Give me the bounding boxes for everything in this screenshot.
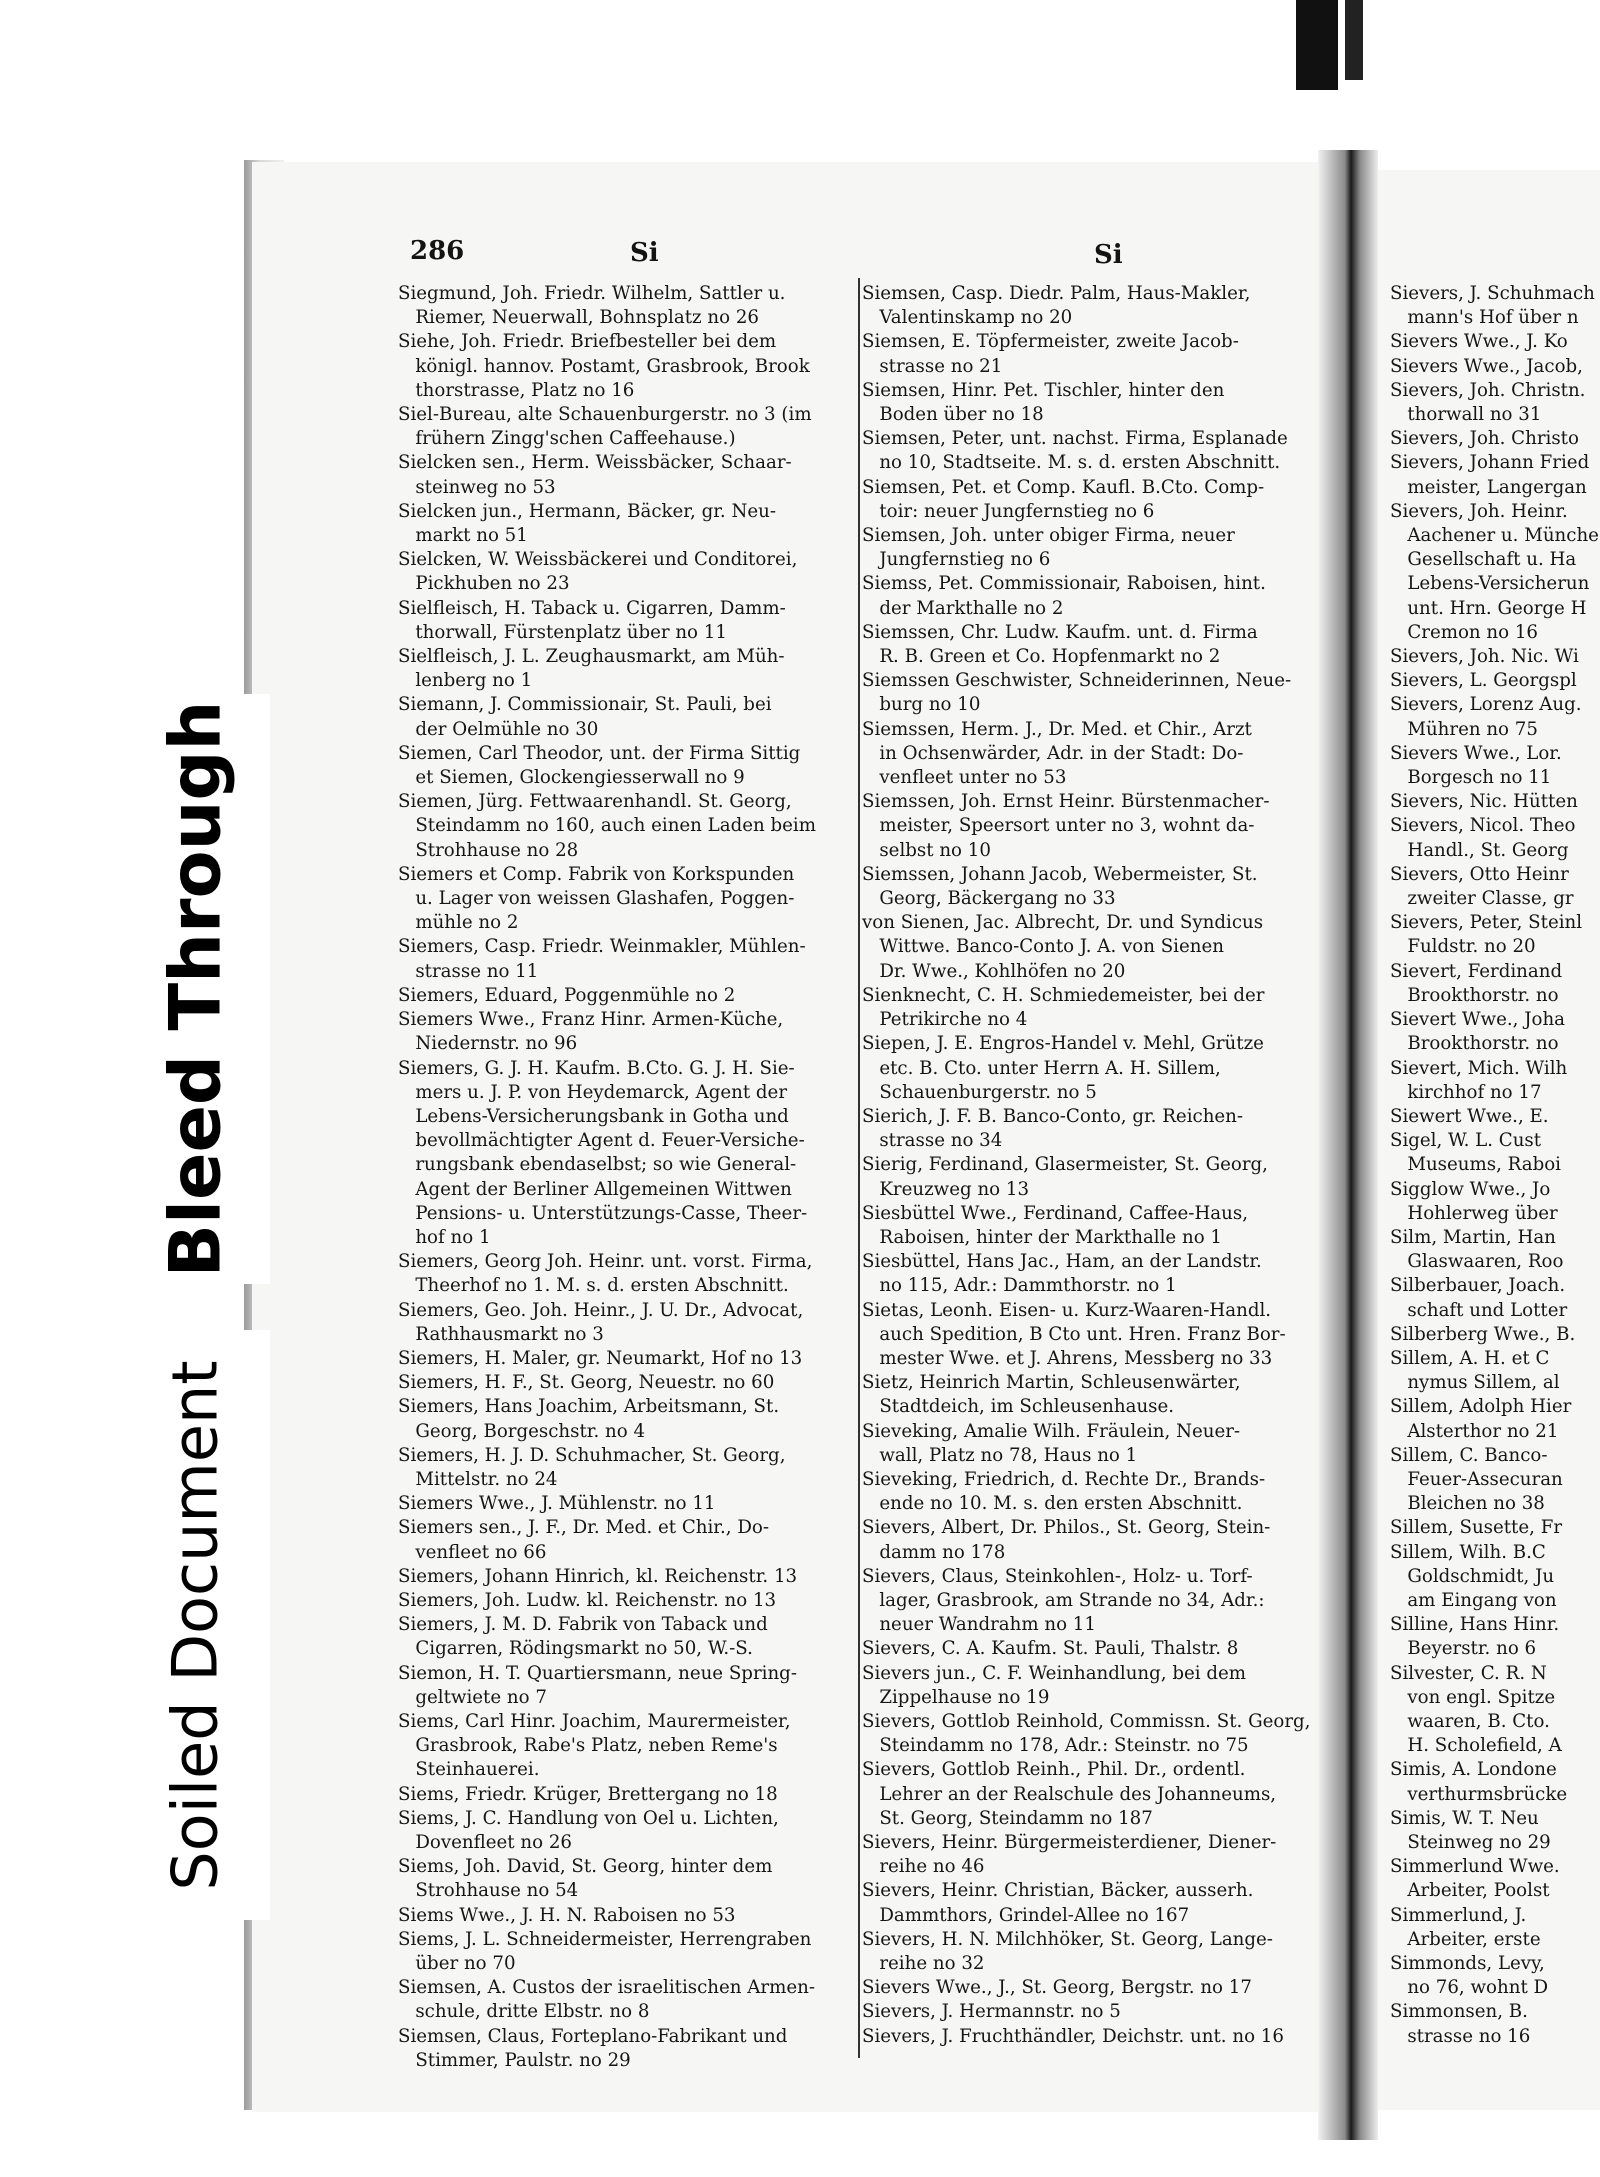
- directory-line: strasse no 11: [398, 960, 539, 982]
- directory-line: Sievers, Otto Heinr: [1390, 863, 1569, 885]
- directory-line: Siemsen, Peter, unt. nachst. Firma, Esplanade: [862, 428, 1288, 450]
- directory-line: Gesellschaft u. Ha: [1390, 549, 1577, 571]
- directory-line: Siemssen, Chr. Ludw. Kaufm. unt. d. Firma: [862, 621, 1258, 643]
- directory-line: u. Lager von weissen Glashafen, Poggen-: [398, 888, 795, 910]
- directory-line: Borgesch no 11: [1390, 767, 1552, 789]
- directory-line: Siemssen, Joh. Ernst Heinr. Bürstenmacher-: [862, 791, 1270, 813]
- directory-line: Sielfleisch, H. Taback u. Cigarren, Damm-: [398, 597, 786, 619]
- directory-line: Dr. Wwe., Kohlhöfen no 20: [862, 960, 1126, 982]
- directory-line: Raboisen, hinter der Markthalle no 1: [862, 1226, 1222, 1248]
- directory-line: von Sienen, Jac. Albrecht, Dr. und Syndicus: [862, 912, 1264, 934]
- directory-line: Siemers, Eduard, Poggenmühle no 2: [398, 984, 736, 1006]
- directory-line: Valentinskamp no 20: [862, 307, 1073, 329]
- directory-line: unt. Hrn. George H: [1390, 597, 1587, 619]
- directory-line: Cigarren, Rödingsmarkt no 50, W.-S.: [398, 1638, 753, 1660]
- directory-line: et Siemen, Glockengiesserwall no 9: [398, 767, 745, 789]
- directory-line: Sievers, Joh. Christn.: [1390, 379, 1586, 401]
- directory-line: Siemers Wwe., J. Mühlenstr. no 11: [398, 1493, 716, 1515]
- directory-line: Sievers Wwe., J. Ko: [1390, 331, 1568, 353]
- directory-line: Riemer, Neuerwall, Bohnsplatz no 26: [398, 307, 759, 329]
- directory-line: Siemssen Geschwister, Schneiderinnen, Neue-: [862, 670, 1292, 692]
- directory-line: frühern Zingg'schen Caffeehause.): [398, 428, 736, 450]
- directory-line: Silberbauer, Joach.: [1390, 1275, 1566, 1297]
- directory-line: Sierich, J. F. B. Banco-Conto, gr. Reichen-: [862, 1105, 1244, 1127]
- directory-line: Sielcken jun., Hermann, Bäcker, gr. Neu-: [398, 500, 777, 522]
- directory-line: Siemers, H. J. D. Schuhmacher, St. Georg,: [398, 1444, 786, 1466]
- directory-line: Steinweg no 29: [1390, 1832, 1551, 1853]
- label-bleed-through-text: Bleed Through: [154, 700, 236, 1278]
- directory-line: meister, Speersort unter no 3, wohnt da-: [862, 815, 1255, 837]
- directory-line: Boden über no 18: [862, 404, 1044, 426]
- directory-line: Mittelstr. no 24: [398, 1468, 558, 1490]
- directory-line: Sievers, Heinr. Bürgermeisterdiener, Diener-: [862, 1832, 1277, 1853]
- directory-line: reihe no 46: [862, 1856, 985, 1878]
- directory-line: Simis, A. Londone: [1390, 1759, 1557, 1781]
- directory-line: Sievers, C. A. Kaufm. St. Pauli, Thalstr. 8: [862, 1638, 1239, 1660]
- directory-line: Handl., St. Georg: [1390, 839, 1569, 861]
- directory-line: Sievers jun., C. F. Weinhandlung, bei dem: [862, 1662, 1246, 1684]
- dark-edge: [1296, 0, 1338, 90]
- directory-line: Sielfleisch, J. L. Zeughausmarkt, am Müh-: [398, 646, 785, 668]
- directory-line: Sierig, Ferdinand, Glasermeister, St. Georg,: [862, 1154, 1268, 1176]
- directory-line: Steinhauerei.: [398, 1759, 540, 1781]
- directory-line: Silm, Martin, Han: [1390, 1226, 1556, 1248]
- directory-line: Siemers, Casp. Friedr. Weinmakler, Mühlen-: [398, 936, 806, 958]
- directory-line: Siepen, J. E. Engros-Handel v. Mehl, Grütze: [862, 1033, 1264, 1055]
- directory-line: schule, dritte Elbstr. no 8: [398, 2001, 650, 2023]
- directory-line: Agent der Berliner Allgemeinen Wittwen: [398, 1178, 792, 1200]
- directory-line: selbst no 10: [862, 839, 991, 861]
- directory-line: Sievers, Joh. Heinr.: [1390, 500, 1568, 522]
- directory-line: Feuer-Assecuran: [1390, 1468, 1563, 1490]
- directory-line: Beyerstr. no 6: [1390, 1638, 1537, 1660]
- directory-line: Sievers, Gottlob Reinh., Phil. Dr., ordentl.: [862, 1759, 1246, 1781]
- directory-line: Siems, J. C. Handlung von Oel u. Lichten,: [398, 1807, 779, 1829]
- directory-line: Sievers Wwe., Jacob,: [1390, 355, 1583, 377]
- directory-line: Siemers, H. F., St. Georg, Neuestr. no 60: [398, 1372, 775, 1394]
- directory-line: strasse no 34: [862, 1130, 1003, 1152]
- directory-line: Sievers, H. N. Milchhöker, St. Georg, Lange-: [862, 1928, 1273, 1950]
- directory-line: Silline, Hans Hinr.: [1390, 1614, 1560, 1636]
- directory-line: Theerhof no 1. M. s. d. ersten Abschnitt.: [398, 1275, 789, 1297]
- directory-line: Siemers Wwe., Franz Hinr. Armen-Küche,: [398, 1009, 784, 1031]
- directory-line: Schauenburgerstr. no 5: [862, 1081, 1097, 1103]
- directory-line: Sievert, Ferdinand: [1390, 960, 1563, 982]
- directory-line: strasse no 21: [862, 355, 1003, 377]
- header-right: Si: [1094, 240, 1123, 270]
- directory-line: Strohhause no 28: [398, 839, 579, 861]
- directory-line: mann's Hof über n: [1390, 307, 1579, 329]
- directory-line: Siemers, G. J. H. Kaufm. B.Cto. G. J. H. Sie-: [398, 1057, 795, 1079]
- directory-line: Siemss, Pet. Commissionair, Raboisen, hint.: [862, 573, 1266, 595]
- directory-line: strasse no 16: [1390, 2025, 1531, 2047]
- directory-line: Bleichen no 38: [1390, 1493, 1545, 1515]
- directory-line: verthurmsbrücke: [1390, 1783, 1568, 1805]
- directory-line: Sievers Wwe., Lor.: [1390, 742, 1562, 764]
- directory-line: Arbeiter, erste: [1390, 1928, 1541, 1950]
- directory-line: Georg, Borgeschstr. no 4: [398, 1420, 646, 1442]
- directory-line: steinweg no 53: [398, 476, 556, 498]
- directory-line: Sillem, Wilh. B.C: [1390, 1541, 1546, 1563]
- directory-line: der Oelmühle no 30: [398, 718, 599, 740]
- directory-line: Lebens-Versicherungsbank in Gotha und: [398, 1105, 789, 1127]
- directory-line: Mühren no 75: [1390, 718, 1538, 740]
- directory-line: Sievers, L. Georgspl: [1390, 670, 1577, 692]
- directory-line: Siesbüttel Wwe., Ferdinand, Caffee-Haus,: [862, 1202, 1248, 1224]
- directory-line: reihe no 32: [862, 1953, 985, 1975]
- directory-line: Sillem, C. Banco-: [1390, 1444, 1548, 1466]
- directory-line: Sievers, Joh. Nic. Wi: [1390, 646, 1579, 668]
- directory-line: Siemon, H. T. Quartiersmann, neue Spring-: [398, 1662, 797, 1684]
- directory-line: Siemsen, Joh. unter obiger Firma, neuer: [862, 525, 1235, 547]
- directory-line: Arbeiter, Poolst: [1390, 1880, 1550, 1902]
- directory-line: Sienknecht, C. H. Schmiedemeister, bei der: [862, 984, 1265, 1006]
- directory-line: R. B. Green et Co. Hopfenmarkt no 2: [862, 646, 1221, 668]
- directory-line: meister, Langergan: [1390, 476, 1587, 498]
- directory-line: Simmonds, Levy,: [1390, 1953, 1545, 1975]
- page-number: 286: [410, 236, 465, 266]
- directory-line: Brookthorstr. no: [1390, 1033, 1559, 1055]
- directory-line: Sillem, Adolph Hier: [1390, 1396, 1572, 1418]
- directory-line: St. Georg, Steindamm no 187: [862, 1807, 1153, 1829]
- directory-line: Sievers, J. Schuhmach: [1390, 283, 1595, 304]
- directory-line: Steindamm no 160, auch einen Laden beim: [398, 815, 816, 837]
- directory-line: hof no 1: [398, 1226, 491, 1248]
- directory-line: in Ochsenwärder, Adr. in der Stadt: Do-: [862, 742, 1244, 764]
- directory-line: Siehe, Joh. Friedr. Briefbesteller bei dem: [398, 331, 777, 353]
- directory-line: Siegmund, Joh. Friedr. Wilhelm, Sattler u.: [398, 283, 786, 304]
- directory-line: Steindamm no 178, Adr.: Steinstr. no 75: [862, 1735, 1249, 1757]
- directory-line: Simis, W. T. Neu: [1390, 1807, 1539, 1829]
- directory-line: Sievers, Nic. Hütten: [1390, 791, 1578, 813]
- directory-line: Siemers, H. Maler, gr. Neumarkt, Hof no 13: [398, 1347, 803, 1369]
- column-middle: [862, 282, 1330, 2049]
- directory-line: der Markthalle no 2: [862, 597, 1064, 619]
- directory-line: schaft und Lotter: [1390, 1299, 1568, 1321]
- directory-line: Siems, Joh. David, St. Georg, hinter dem: [398, 1856, 773, 1878]
- directory-line: Wittwe. Banco-Conto J. A. von Sienen: [862, 936, 1224, 958]
- directory-line: wall, Platz no 78, Haus no 1: [862, 1444, 1138, 1466]
- directory-line: Brookthorstr. no: [1390, 984, 1559, 1006]
- directory-line: Sievers, Nicol. Theo: [1390, 815, 1576, 837]
- dark-edge-secondary: [1345, 0, 1363, 80]
- directory-line: bevollmächtigter Agent d. Feuer-Versiche-: [398, 1130, 805, 1152]
- directory-line: Sievers, Gottlob Reinhold, Commissn. St. Georg,: [862, 1710, 1311, 1732]
- label-soiled-document: [120, 1330, 270, 1920]
- directory-line: Pickhuben no 23: [398, 573, 570, 595]
- directory-line: Siemsen, E. Töpfermeister, zweite Jacob-: [862, 331, 1239, 353]
- directory-line: thorstrasse, Platz no 16: [398, 379, 635, 401]
- directory-line: Sillem, Susette, Fr: [1390, 1517, 1563, 1539]
- directory-line: Siemsen, Claus, Forteplano-Fabrikant und: [398, 2025, 788, 2047]
- directory-line: über no 70: [398, 1953, 516, 1975]
- directory-line: Siemers, Geo. Joh. Heinr., J. U. Dr., Advocat,: [398, 1299, 804, 1321]
- directory-line: Rathhausmarkt no 3: [398, 1323, 604, 1345]
- directory-line: Petrikirche no 4: [862, 1009, 1028, 1031]
- directory-line: no 115, Adr.: Dammthorstr. no 1: [862, 1275, 1177, 1297]
- directory-line: Sillem, A. H. et C: [1390, 1347, 1550, 1369]
- directory-line: am Eingang von: [1390, 1589, 1557, 1611]
- directory-line: Sievers, J. Fruchthändler, Deichstr. unt. no 16: [862, 2025, 1284, 2047]
- directory-line: Siemers, Joh. Ludw. kl. Reichenstr. no 13: [398, 1589, 777, 1611]
- directory-line: Siemers et Comp. Fabrik von Korkspunden: [398, 863, 795, 885]
- directory-line: Sievers, Joh. Christo: [1390, 428, 1579, 450]
- directory-line: Glaswaaren, Roo: [1390, 1251, 1564, 1273]
- directory-line: Dovenfleet no 26: [398, 1832, 572, 1853]
- directory-line: Siemsen, A. Custos der israelitischen Armen-: [398, 1977, 815, 1999]
- label-bleed-through: [120, 694, 270, 1284]
- directory-line: Sievers, Claus, Steinkohlen-, Holz- u. Torf-: [862, 1565, 1253, 1587]
- directory-line: Kreuzweg no 13: [862, 1178, 1030, 1200]
- directory-line: Siems, J. L. Schneidermeister, Herrengraben: [398, 1928, 812, 1950]
- directory-line: thorwall no 31: [1390, 404, 1542, 426]
- directory-line: Dammthors, Grindel-Allee no 167: [862, 1904, 1190, 1926]
- directory-line: Sievert Wwe., Joha: [1390, 1009, 1566, 1031]
- directory-line: Lebens-Versicherun: [1390, 573, 1590, 595]
- directory-line: venfleet no 66: [398, 1541, 547, 1563]
- directory-line: Sigglow Wwe., Jo: [1390, 1178, 1551, 1200]
- directory-line: lenberg no 1: [398, 670, 533, 692]
- directory-line: Siemen, Jürg. Fettwaarenhandl. St. Georg,: [398, 791, 792, 813]
- directory-line: Siemers, Hans Joachim, Arbeitsmann, St.: [398, 1396, 780, 1418]
- directory-line: Sievers, Heinr. Christian, Bäcker, ausserh.: [862, 1880, 1254, 1902]
- directory-line: Siems, Carl Hinr. Joachim, Maurermeister,: [398, 1710, 791, 1732]
- directory-line: Sievers Wwe., J., St. Georg, Bergstr. no 17: [862, 1977, 1252, 1999]
- directory-line: Siel-Bureau, alte Schauenburgerstr. no 3 (im: [398, 404, 812, 426]
- header-left: Si: [630, 238, 659, 268]
- directory-line: Niedernstr. no 96: [398, 1033, 578, 1055]
- directory-line: Sievert, Mich. Wilh: [1390, 1057, 1568, 1079]
- directory-line: Siemsen, Pet. et Comp. Kaufl. B.Cto. Comp-: [862, 476, 1265, 498]
- directory-line: mester Wwe. et J. Ahrens, Messberg no 33: [862, 1347, 1273, 1369]
- directory-line: Sievers, J. Hermannstr. no 5: [862, 2001, 1121, 2023]
- directory-line: lager, Grasbrook, am Strande no 34, Adr.:: [862, 1589, 1265, 1611]
- directory-line: ende no 10. M. s. den ersten Abschnitt.: [862, 1493, 1243, 1515]
- directory-line: Siemers, J. M. D. Fabrik von Taback und: [398, 1614, 768, 1636]
- directory-line: Simmonsen, B.: [1390, 2001, 1528, 2023]
- directory-line: Georg, Bäckergang no 33: [862, 888, 1116, 910]
- directory-line: toir: neuer Jungfernstieg no 6: [862, 500, 1155, 522]
- directory-line: Siems, Friedr. Krüger, Brettergang no 18: [398, 1783, 778, 1805]
- directory-line: Strohhause no 54: [398, 1880, 579, 1902]
- directory-line: Simmerlund, J.: [1390, 1904, 1527, 1926]
- directory-line: Sievers, Johann Fried: [1390, 452, 1590, 474]
- directory-line: Museums, Raboi: [1390, 1154, 1561, 1176]
- directory-line: no 10, Stadtseite. M. s. d. ersten Abschnitt.: [862, 452, 1281, 474]
- directory-line: Sieveking, Amalie Wilh. Fräulein, Neuer-: [862, 1420, 1241, 1442]
- directory-line: mers u. J. P. von Heydemarck, Agent der: [398, 1081, 788, 1103]
- directory-line: H. Scholefield, A: [1390, 1735, 1562, 1757]
- directory-line: Silberberg Wwe., B.: [1390, 1323, 1576, 1345]
- directory-line: Grasbrook, Rabe's Platz, neben Reme's: [398, 1735, 778, 1757]
- directory-line: Silvester, C. R. N: [1390, 1662, 1547, 1684]
- column-right: [1390, 282, 1600, 2049]
- directory-line: Siemers, Georg Joh. Heinr. unt. vorst. Firma,: [398, 1251, 813, 1273]
- directory-line: Siems Wwe., J. H. N. Raboisen no 53: [398, 1904, 736, 1926]
- directory-line: venfleet unter no 53: [862, 767, 1067, 789]
- directory-line: Siewert Wwe., E.: [1390, 1105, 1549, 1127]
- directory-line: zweiter Classe, gr: [1390, 888, 1574, 910]
- directory-line: königl. hannov. Postamt, Grasbrook, Brook: [398, 355, 810, 377]
- directory-line: damm no 178: [862, 1541, 1006, 1563]
- directory-line: Sievers, Peter, Steinl: [1390, 912, 1583, 934]
- directory-line: geltwiete no 7: [398, 1686, 547, 1708]
- directory-line: Lehrer an der Realschule des Johanneums,: [862, 1783, 1277, 1805]
- directory-line: Siemssen, Herm. J., Dr. Med. et Chir., Arzt: [862, 718, 1252, 740]
- directory-line: Stadtdeich, im Schleusenhause.: [862, 1396, 1175, 1418]
- directory-line: no 76, wohnt D: [1390, 1977, 1549, 1999]
- directory-line: Siemsen, Hinr. Pet. Tischler, hinter den: [862, 379, 1225, 401]
- directory-line: Siemssen, Johann Jacob, Webermeister, St.: [862, 863, 1258, 885]
- directory-line: auch Spedition, B Cto unt. Hren. Franz Bor-: [862, 1323, 1286, 1345]
- directory-line: Goldschmidt, Ju: [1390, 1565, 1555, 1587]
- directory-line: Sietz, Heinrich Martin, Schleusenwärter,: [862, 1372, 1241, 1394]
- directory-line: rungsbank ebendaselbst; so wie General-: [398, 1154, 797, 1176]
- directory-line: Simmerlund Wwe.: [1390, 1856, 1560, 1878]
- directory-line: Cremon no 16: [1390, 621, 1538, 643]
- directory-line: Sielcken sen., Herm. Weissbäcker, Schaar-: [398, 452, 792, 474]
- directory-line: Siesbüttel, Hans Jac., Ham, an der Landstr.: [862, 1251, 1262, 1273]
- directory-line: Fuldstr. no 20: [1390, 936, 1536, 958]
- column-left: [398, 282, 860, 2073]
- directory-line: Alsterthor no 21: [1390, 1420, 1559, 1442]
- directory-line: Siemers sen., J. F., Dr. Med. et Chir., Do-: [398, 1517, 770, 1539]
- directory-line: Sietas, Leonh. Eisen- u. Kurz-Waaren-Handl.: [862, 1299, 1272, 1321]
- directory-line: Siemann, J. Commissionair, St. Pauli, bei: [398, 694, 772, 716]
- directory-line: Hohlerweg über: [1390, 1202, 1558, 1224]
- directory-line: Pensions- u. Unterstützungs-Casse, Theer-: [398, 1202, 808, 1224]
- directory-line: Zippelhause no 19: [862, 1686, 1050, 1708]
- directory-line: neuer Wandrahm no 11: [862, 1614, 1096, 1636]
- directory-line: kirchhof no 17: [1390, 1081, 1542, 1103]
- directory-line: burg no 10: [862, 694, 981, 716]
- directory-line: waaren, B. Cto.: [1390, 1710, 1550, 1732]
- directory-line: Aachener u. Münche: [1390, 525, 1599, 547]
- label-soiled-document-text: Soiled Document: [158, 1359, 232, 1891]
- directory-line: Sievers, Albert, Dr. Philos., St. Georg, Stein-: [862, 1517, 1271, 1539]
- directory-line: thorwall, Fürstenplatz über no 11: [398, 621, 727, 643]
- directory-line: Stimmer, Paulstr. no 29: [398, 2049, 631, 2071]
- directory-line: nymus Sillem, al: [1390, 1372, 1560, 1394]
- directory-line: Sievers, Lorenz Aug.: [1390, 694, 1582, 716]
- directory-line: Jungfernstieg no 6: [862, 549, 1051, 571]
- directory-line: Sielcken, W. Weissbäckerei und Conditorei,: [398, 549, 798, 571]
- directory-line: mühle no 2: [398, 912, 519, 934]
- directory-line: Sieveking, Friedrich, d. Rechte Dr., Brands-: [862, 1468, 1266, 1490]
- directory-line: Sigel, W. L. Cust: [1390, 1130, 1542, 1152]
- directory-line: Siemen, Carl Theodor, unt. der Firma Sittig: [398, 742, 801, 764]
- directory-line: von engl. Spitze: [1390, 1686, 1556, 1708]
- directory-line: Siemers, Johann Hinrich, kl. Reichenstr. 13: [398, 1565, 798, 1587]
- directory-line: Siemsen, Casp. Diedr. Palm, Haus-Makler,: [862, 283, 1251, 304]
- directory-line: markt no 51: [398, 525, 528, 547]
- directory-line: etc. B. Cto. unter Herrn A. H. Sillem,: [862, 1057, 1221, 1079]
